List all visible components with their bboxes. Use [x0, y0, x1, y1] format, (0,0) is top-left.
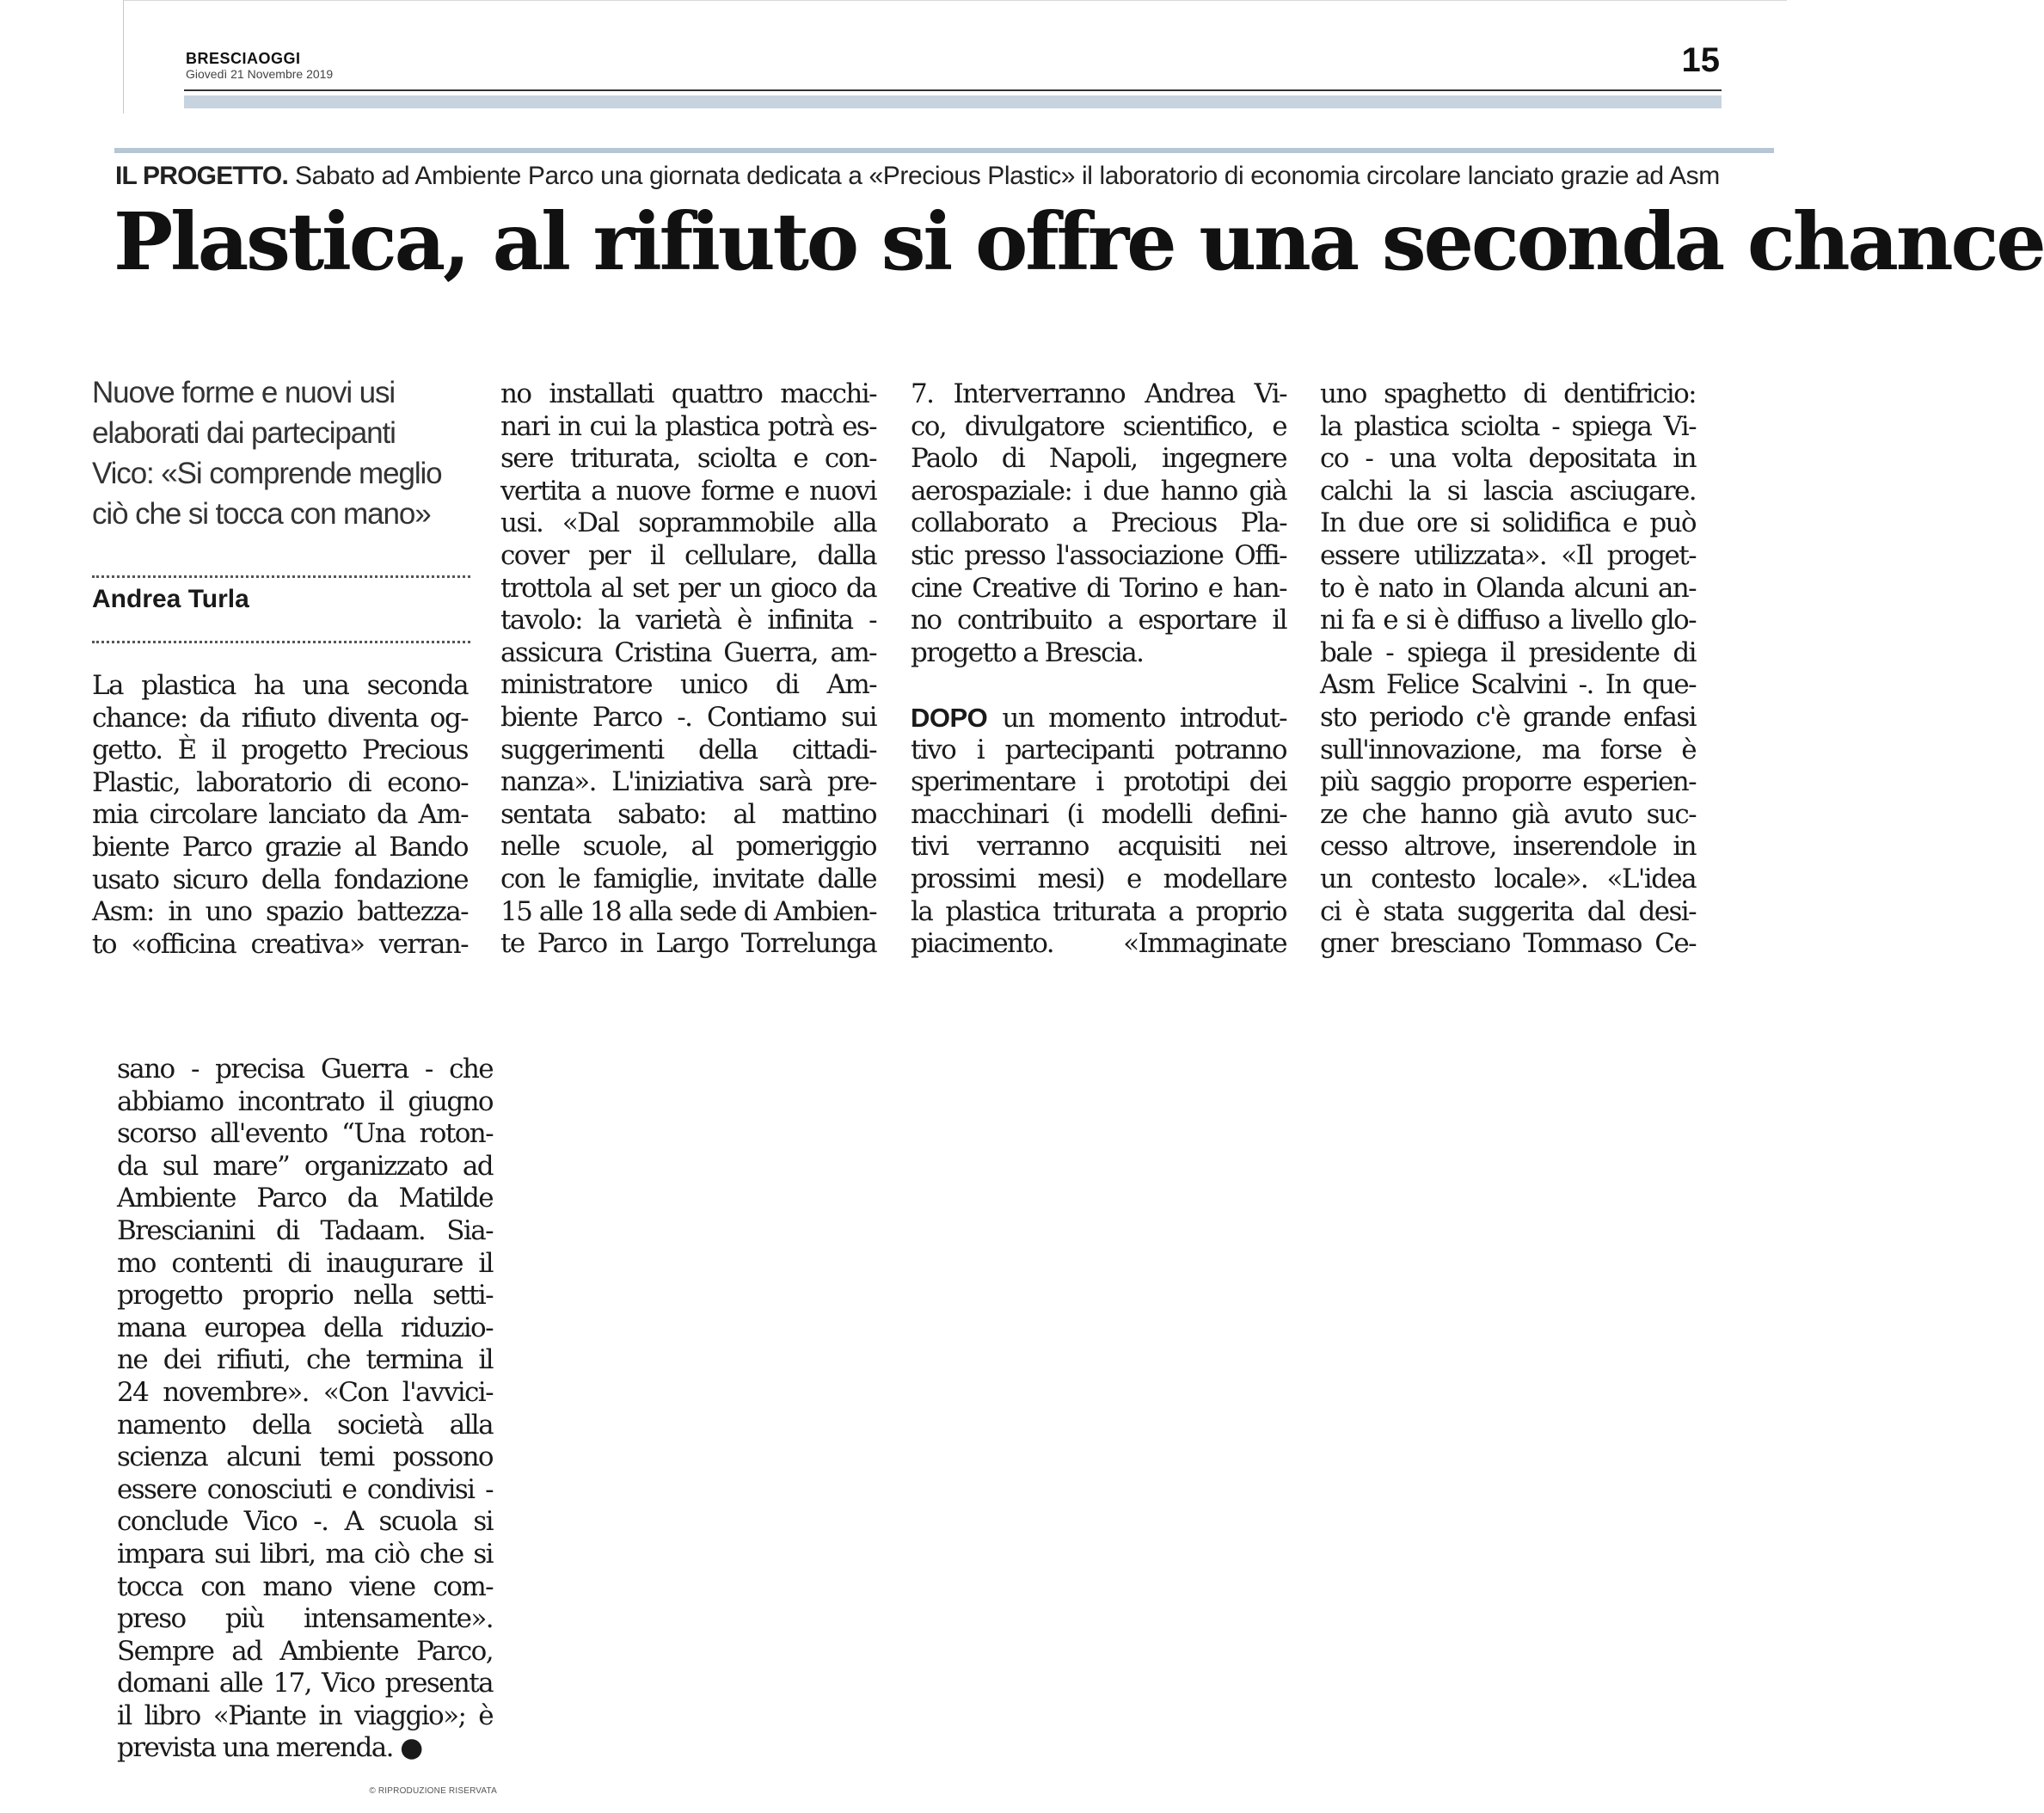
text-line: scienza alcuni temi possono	[117, 1441, 493, 1473]
text-line: ministratore unico di Am-	[500, 669, 876, 701]
text-line: trottola al set per un gioco da	[500, 572, 876, 604]
text-column-3	[911, 378, 1286, 961]
text-line: getto. È il progetto Precious	[92, 734, 468, 766]
lead-in-rest: un momento introdut-	[987, 702, 1286, 734]
text-line: calchi la si lascia asciugare.	[1320, 475, 1696, 507]
text-line: un contesto locale». «L'idea	[1320, 863, 1696, 894]
text-line: sere triturata, sciolta e con-	[500, 443, 876, 475]
text-line: tavolo: la varietà è infinita -	[500, 605, 876, 636]
text-line: vertita a nuove forme e nuovi	[500, 475, 876, 507]
text-line: abbiamo incontrato il giugno	[117, 1085, 493, 1117]
text-column-5	[117, 1054, 493, 1765]
text-line: 7. Interverranno Andrea Vi-	[911, 378, 1286, 409]
text-line: Plastic, laboratorio di econo-	[92, 766, 468, 798]
text-line: namento della società alla	[117, 1409, 493, 1441]
text-line: scorso all'evento “Una roton-	[117, 1118, 493, 1150]
summary-line: Vico: «Si comprende meglio	[92, 457, 442, 490]
text-line: La plastica ha una seconda	[92, 670, 468, 701]
text-line: la plastica sciolta - spiega Vi-	[1320, 410, 1696, 442]
text-line: co - una volta depositata in	[1320, 443, 1696, 475]
text-line	[911, 702, 1286, 734]
text-line: Ambiente Parco da Matilde	[117, 1183, 493, 1214]
text-line: piacimento. «Immaginate	[911, 928, 1286, 960]
text-line: prossimi mesi) e modellare	[911, 863, 1286, 894]
text-line: Asm Felice Scalvini -. In que-	[1320, 669, 1696, 701]
text-line: Sempre ad Ambiente Parco,	[117, 1635, 493, 1667]
text-line: 24 novembre». «Con l'avvici-	[117, 1376, 493, 1408]
text-line: il libro «Piante in viaggio»; è	[117, 1699, 493, 1731]
text-column-2	[500, 378, 876, 961]
text-line: to «officina creativa» verran-	[92, 928, 468, 960]
text-line: mo contenti di inaugurare il	[117, 1247, 493, 1279]
text-line: tocca con mano viene com-	[117, 1570, 493, 1602]
text-column-1	[92, 670, 468, 961]
text-line: nanza». L'iniziativa sarà pre-	[500, 766, 876, 798]
text-line: chance: da rifiuto diventa og-	[92, 702, 468, 734]
text-line: sano - precisa Guerra - che	[117, 1054, 493, 1085]
header-band	[184, 95, 1722, 108]
text-line: tivo i partecipanti potranno	[911, 734, 1286, 765]
issue-date: Giovedì 21 Novembre 2019	[186, 67, 334, 81]
masthead: BRESCIAOGGI	[186, 50, 301, 67]
text-line: sull'innovazione, ma forse è	[1320, 734, 1696, 765]
text-line: bale - spiega il presidente di	[1320, 636, 1696, 668]
summary-line: elaborati dai partecipanti	[92, 416, 396, 450]
text-line: essere conosciuti e condivisi -	[117, 1473, 493, 1505]
text-line: prevista una merenda. ●	[117, 1732, 422, 1764]
byline-rule-bottom	[92, 641, 470, 643]
text-line: sentata sabato: al mattino	[500, 798, 876, 830]
text-line: ni fa e si è diffuso a livello glo-	[1320, 605, 1696, 636]
text-line: assicura Cristina Guerra, am-	[500, 636, 876, 668]
page-left-rule	[123, 0, 124, 114]
text-line: preso più intensamente».	[117, 1603, 493, 1635]
text-line: mana europea della riduzio-	[117, 1312, 493, 1343]
text-line: ci è stata suggerita dal desi-	[1320, 895, 1696, 927]
kicker	[115, 162, 1783, 191]
text-line: ne dei rifiuti, che termina il	[117, 1344, 493, 1376]
text-line: In due ore si solidifica e può	[1320, 507, 1696, 539]
text-line: conclude Vico -. A scuola si	[117, 1506, 493, 1538]
summary-line: ciò che si tocca con mano»	[92, 497, 431, 531]
text-line: Paolo di Napoli, ingegnere	[911, 443, 1286, 475]
paragraph-gap	[911, 669, 1286, 702]
text-line: macchinari (i modelli defini-	[911, 798, 1286, 830]
lead-in-word: DOPO	[911, 702, 988, 733]
text-line: mia circolare lanciato da Am-	[92, 799, 468, 831]
byline-rule-top	[92, 575, 470, 578]
summary-line: Nuove forme e nuovi usi	[92, 376, 396, 409]
text-line: cover per il cellulare, dalla	[500, 539, 876, 571]
text-line: biente Parco -. Contiamo sui	[500, 701, 876, 733]
text-line: con le famiglie, invitate dalle	[500, 863, 876, 894]
text-line: nelle scuole, al pomeriggio	[500, 831, 876, 863]
text-line: sperimentare i prototipi dei	[911, 766, 1286, 798]
text-line: aerospaziale: i due hanno già	[911, 475, 1286, 507]
text-line: te Parco in Largo Torrelunga	[500, 928, 876, 960]
copyright-notice: © RIPRODUZIONE RISERVATA	[369, 1786, 497, 1796]
text-line: uno spaghetto di dentifricio:	[1320, 378, 1696, 409]
text-line: progetto proprio nella setti-	[117, 1280, 493, 1312]
text-line: co, divulgatore scientifico, e	[911, 410, 1286, 442]
text-line: la plastica triturata a proprio	[911, 895, 1286, 927]
page-top-rule	[123, 0, 1787, 1]
page-number: 15	[1681, 41, 1720, 79]
text-line: essere utilizzata». «Il proget-	[1320, 539, 1696, 571]
text-line: sto periodo c'è grande enfasi	[1320, 701, 1696, 733]
text-line: nari in cui la plastica potrà es-	[500, 410, 876, 442]
text-line: biente Parco grazie al Bando	[92, 831, 468, 863]
kicker-text: Sabato ad Ambiente Parco una giornata dedicata a «Precious Plastic» il laboratorio di economia circolare lanciato grazie ad Asm	[294, 162, 1720, 190]
text-line: to è nato in Olanda alcuni an-	[1320, 572, 1696, 604]
text-line: suggerimenti della cittadi-	[500, 734, 876, 765]
text-line: Asm: in uno spazio battezza-	[92, 896, 468, 928]
text-line: cesso altrove, inserendole in	[1320, 831, 1696, 863]
text-line: da sul mare” organizzato ad	[117, 1150, 493, 1182]
text-line: usi. «Dal soprammobile alla	[500, 507, 876, 539]
summary	[92, 372, 470, 534]
text-line: no installati quattro macchi-	[500, 378, 876, 409]
text-line: progetto a Brescia.	[911, 636, 1144, 668]
text-line: usato sicuro della fondazione	[92, 863, 468, 895]
text-column-4	[1320, 378, 1696, 961]
text-line: no contribuito a esportare il	[911, 605, 1286, 636]
kicker-label: IL PROGETTO.	[115, 162, 288, 190]
text-line: domani alle 17, Vico presenta	[117, 1668, 493, 1699]
text-line: più saggio proporre esperien-	[1320, 766, 1696, 798]
headline: Plastica, al rifiuto si offre una seconda chance	[114, 195, 2044, 288]
text-line: tivi verranno acquisiti nei	[911, 831, 1286, 863]
text-line: gner bresciano Tommaso Ce-	[1320, 928, 1696, 960]
text-line: cine Creative di Torino e han-	[911, 572, 1286, 604]
text-line: stic presso l'associazione Offi-	[911, 539, 1286, 571]
header-divider	[184, 89, 1722, 91]
text-line: 15 alle 18 alla sede di Ambien-	[500, 895, 876, 927]
text-line: ze che hanno già avuto suc-	[1320, 798, 1696, 830]
text-line: collaborato a Precious Pla-	[911, 507, 1286, 539]
text-line: impara sui libri, ma ciò che si	[117, 1538, 493, 1570]
text-line: Brescianini di Tadaam. Sia-	[117, 1214, 493, 1246]
article-top-rule	[114, 148, 1774, 153]
byline: Andrea Turla	[92, 585, 249, 613]
